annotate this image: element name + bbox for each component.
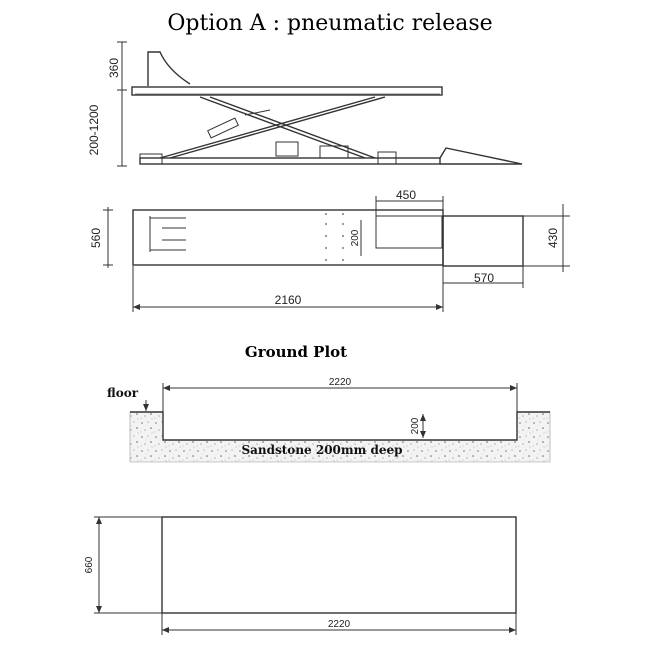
dim-2160: 2160 (274, 293, 302, 307)
dim-360: 360 (107, 57, 121, 79)
dim-450: 450 (395, 188, 417, 202)
ground-plot-heading: Ground Plot (244, 343, 348, 361)
lift-base (140, 158, 440, 164)
dim-200-depth: 200 (410, 417, 421, 435)
dim-570: 570 (473, 271, 495, 285)
removable-panel (376, 216, 442, 248)
dim-560: 560 (89, 227, 103, 249)
cylinder (208, 118, 239, 138)
dim-660: 660 (84, 556, 95, 574)
sandstone-label: Sandstone 200mm deep (241, 443, 403, 457)
dim-2220-top: 2220 (328, 377, 352, 388)
top-view (89, 188, 570, 312)
ramp (440, 148, 522, 164)
dim-200-inner: 200 (350, 229, 361, 247)
pit-plan-rect (162, 517, 516, 613)
scissor-arm (160, 97, 375, 158)
dim-200-1200: 200-1200 (87, 104, 101, 156)
pump-unit (276, 142, 298, 156)
hole-pattern (325, 213, 344, 261)
wheel-chock (148, 52, 190, 86)
wheel-clamp (150, 216, 186, 252)
side-view (87, 42, 522, 166)
dim-2220-bottom: 2220 (327, 619, 351, 630)
page-title: Option A : pneumatic release (167, 11, 493, 36)
floor-label: floor (107, 386, 139, 400)
ground-plot (107, 343, 550, 462)
pit-plan (84, 517, 516, 635)
ramp-top (443, 216, 523, 266)
pit-outline (130, 412, 550, 440)
dim-430: 430 (546, 227, 560, 249)
